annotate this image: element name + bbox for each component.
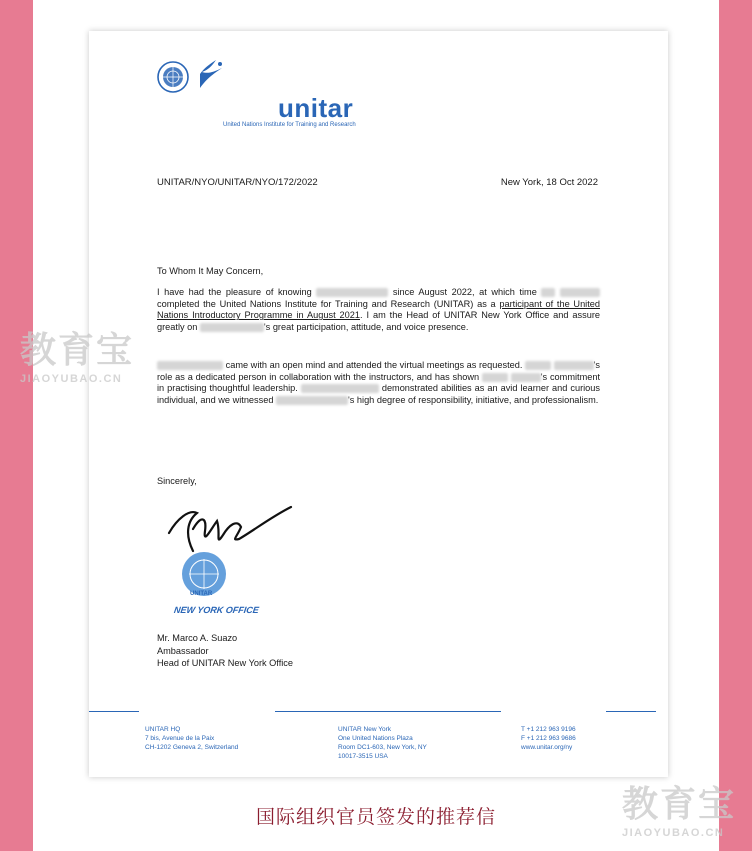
unitar-subtitle: United Nations Institute for Training and Research xyxy=(223,122,356,128)
p1-text-b: since August 2022, at which time xyxy=(392,287,537,297)
p1-text-e: . I am the Head of UNITAR New York Office and assure greatly on xyxy=(157,310,600,332)
signer-name: Mr. Marco A. Suazo xyxy=(157,633,238,643)
un-emblem-icon xyxy=(156,60,190,94)
page-caption: 国际组织官员签发的推荐信 xyxy=(255,807,496,828)
p2-text-c: 's commitment in practising thoughtful leadership. xyxy=(157,371,600,394)
closing: Sincerely, xyxy=(157,476,197,486)
footer-rule xyxy=(89,711,139,712)
footer-line: One United Nations Plaza xyxy=(338,735,413,742)
watermark-brand: 教育宝 xyxy=(20,329,135,370)
stamp-office: NEW YORK OFFICE xyxy=(173,605,260,615)
recommendation-letter xyxy=(89,31,668,777)
watermark-left xyxy=(20,322,134,385)
watermark-domain: JIAOYUBAO.CN xyxy=(622,827,725,839)
unitar-logo xyxy=(156,58,356,128)
watermark-brand: 教育宝 xyxy=(622,783,737,824)
footer-line: www.unitar.org/ny xyxy=(521,744,573,751)
footer-rule xyxy=(606,711,656,712)
signer-title: Ambassador xyxy=(157,645,209,656)
redacted-name xyxy=(157,361,223,370)
footer-geneva xyxy=(145,725,238,752)
signer-block xyxy=(157,632,293,670)
p2-text-e: 's high degree of responsibility, initiative, and professionalism. xyxy=(348,394,599,405)
footer-contact xyxy=(521,725,576,752)
footer-newyork xyxy=(338,725,427,761)
stamp-org: UNITAR xyxy=(190,591,213,597)
redacted-name xyxy=(200,323,264,332)
p1-text-c: completed the United Nations Institute for Training and Research (UNITAR) as a xyxy=(157,298,496,309)
redacted-name xyxy=(482,373,508,382)
signer-role: Head of UNITAR New York Office xyxy=(157,658,293,668)
footer-line: CH-1202 Geneva 2, Switzerland xyxy=(145,744,239,751)
letter-date: New York, 18 Oct 2022 xyxy=(500,177,598,188)
p1-text-a: I have had the pleasure of knowing xyxy=(157,287,312,297)
redacted-name xyxy=(554,361,594,370)
paragraph-1 xyxy=(157,287,600,333)
redacted-name xyxy=(301,384,379,393)
footer-line: 7 bis, Avenue de la Paix xyxy=(145,735,215,742)
footer-line: UNITAR HQ xyxy=(145,726,181,733)
unitar-bird-icon xyxy=(196,58,226,94)
footer-line: Room DC1-603, New York, NY xyxy=(338,744,427,751)
redacted-name xyxy=(560,288,600,297)
footer-rule xyxy=(275,711,501,712)
footer-line: UNITAR New York xyxy=(338,726,391,733)
reference-number: UNITAR/NYO/UNITAR/NYO/172/2022 xyxy=(157,177,318,188)
p2-text-d: demonstrated abilities as an avid learner and curious individual, and we witnessed xyxy=(157,383,600,405)
footer-line: T +1 212 963 9196 xyxy=(521,726,576,733)
p1-text-f: 's great participation, attitude, and voice presence. xyxy=(263,321,469,332)
footer-line: 10017-3515 USA xyxy=(338,753,388,760)
salutation: To Whom It May Concern, xyxy=(157,266,264,276)
p1-text-d: participant of the United Nations Introductory Programme in August 2021 xyxy=(157,298,600,321)
redacted-name xyxy=(316,288,388,297)
paragraph-2 xyxy=(157,360,600,406)
p2-text-a: came with an open mind and attended the virtual meetings as requested. xyxy=(225,360,523,370)
redacted-name xyxy=(541,288,555,297)
watermark-domain: JIAOYUBAO.CN xyxy=(20,373,123,385)
footer-line: F +1 212 963 9686 xyxy=(521,735,576,742)
redacted-name xyxy=(525,361,551,370)
redacted-name xyxy=(511,373,541,382)
p2-text-b: 's role as a dedicated person in collaboration with the instructors, and has shown xyxy=(157,360,600,382)
unitar-wordmark: unitar xyxy=(278,93,354,123)
redacted-name xyxy=(276,396,348,405)
